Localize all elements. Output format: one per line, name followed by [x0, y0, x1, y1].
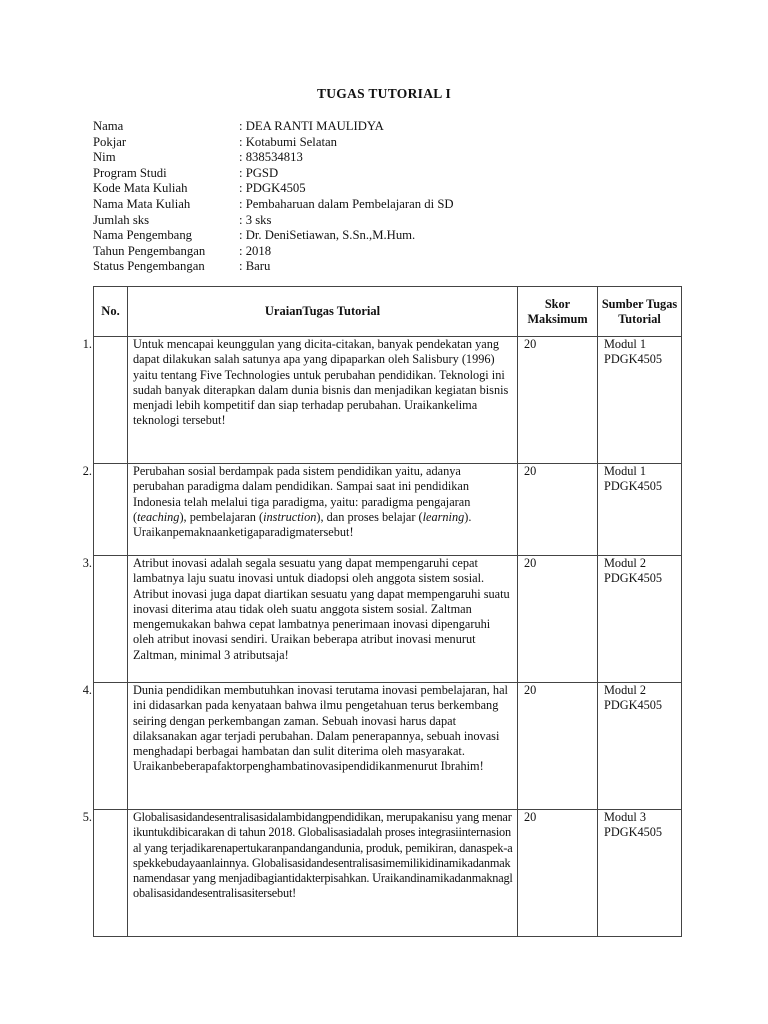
row-number-cell	[82, 810, 128, 937]
task-score: 20	[518, 556, 598, 683]
info-row-nama	[93, 119, 454, 135]
info-row-kode-mata-kuliah	[93, 181, 454, 197]
task-source: Modul 2 PDGK4505	[598, 683, 682, 810]
task-source: Modul 1 PDGK4505	[598, 464, 682, 556]
task-score: 20	[518, 810, 598, 937]
table-row	[94, 683, 682, 810]
header-sumber: Sumber Tugas Tutorial	[598, 287, 682, 337]
info-label: Pokjar	[93, 134, 127, 149]
table-row	[94, 337, 682, 464]
tutorial-task-table	[82, 286, 682, 937]
info-row-status-pengembangan	[93, 259, 454, 275]
info-value: : PDGK4505	[239, 181, 306, 196]
text-segment: Perubahan sosial berdampak pada sistem pendidikan yaitu, adanya perubahan paradigma dalam pendidikan. Sampai saat ini pendidikan Indonesia telah melalui tiga paradigma, yaitu: paradigma pengajaran (	[133, 464, 471, 524]
row-number: 1.	[82, 337, 92, 351]
info-row-nama-pengembang	[93, 228, 454, 244]
info-label: Nama Mata Kuliah	[93, 196, 191, 211]
row-number: 2.	[82, 464, 92, 478]
task-description: Globalisasidandesentralisasidalambidangpendidikan, merupakanisu yang menarikuntukdibicarakan di tahun 2018. Globalisasiadalah proses integrasiinternasional yang terjadikarenapertukaranpandangandunia, produk, pemikiran, danaspek-aspekkebudayaanlainnya. Globalisasidandesentralisasimemilikidinamikadanmaknamendasar yang menjadibagiantidakterpisahkan. Uraikandinamikadanmaknaglobalisasidandesentralisasitersebut!	[128, 810, 518, 937]
row-number-cell	[82, 683, 128, 810]
info-value: : Baru	[239, 259, 271, 274]
info-label: Tahun Pengembangan	[93, 243, 206, 258]
text-segment: ), dan proses belajar (	[316, 509, 423, 524]
info-row-tahun-pengembangan	[93, 244, 454, 260]
info-label: Program Studi	[93, 165, 167, 180]
info-value: : 3 sks	[239, 212, 272, 227]
info-value: : Dr. DeniSetiawan, S.Sn.,M.Hum.	[239, 228, 416, 243]
info-value: : DEA RANTI MAULIDYA	[239, 119, 384, 133]
task-description: Dunia pendidikan membutuhkan inovasi terutama inovasi pembelajaran, hal ini didasarkan pada kenyataan bahwa ilmu pengetahuan terus berkembang seiring dengan perkembangan zaman. Sebuah inovasi harus dapat dilaksanakan agar terjadi perubahan. Dalam penerapannya, sebuah inovasi menghadapi berbagai hambatan dan sulit diterima oleh masyarakat. Uraikanbeberapafaktorpenghambatinovasipendidikanmenurut Ibrahim!	[128, 683, 518, 810]
row-number: 3.	[82, 556, 92, 570]
info-label: Nama Pengembang	[93, 228, 193, 243]
info-value: : Pembaharuan dalam Pembelajaran di SD	[239, 196, 454, 211]
table-row	[94, 810, 682, 937]
header-no: No.	[94, 287, 128, 337]
text-italic-term: instruction	[263, 509, 317, 524]
row-number: 4.	[82, 683, 92, 697]
table-row	[94, 556, 682, 683]
info-row-jumlah-sks	[93, 213, 454, 229]
info-row-pokjar	[93, 135, 454, 151]
info-label: Jumlah sks	[93, 212, 150, 227]
task-description	[128, 464, 518, 556]
text-italic-term: learning	[422, 509, 465, 524]
document-title: TUGAS TUTORIAL I	[316, 86, 452, 101]
info-row-nim	[93, 150, 454, 166]
header-skor: Skor Maksimum	[518, 287, 598, 337]
task-source: Modul 2 PDGK4505	[598, 556, 682, 683]
text-segment: ). Uraikanpemaknaanketigaparadigmatersebut!	[133, 509, 472, 540]
row-number-cell	[82, 464, 128, 556]
table-row	[94, 464, 682, 556]
info-label: Status Pengembangan	[93, 259, 205, 274]
task-score: 20	[518, 464, 598, 556]
task-description: Untuk mencapai keunggulan yang dicita-citakan, banyak pendekatan yang dapat dilakukan salah satunya apa yang dipaparkan oleh Salisbury (1996) yaitu tentang Five Technologies untuk perubahan pendidikan. Teknologi ini sudah banyak diterapkan dalam dunia bisnis dan menjadikan kegiatan bisnis menjadi lebih kompetitif dan siap terhadap perubahan. Uraikankelima teknologi tersebut!	[128, 337, 518, 464]
info-label: Kode Mata Kuliah	[93, 181, 188, 196]
row-number: 5.	[82, 810, 92, 824]
task-source: Modul 1 PDGK4505	[598, 337, 682, 464]
info-value: : PGSD	[239, 165, 279, 180]
text-segment: ), pembelajaran (	[179, 509, 264, 524]
header-uraian: UraianTugas Tutorial	[128, 287, 518, 337]
task-description: Atribut inovasi adalah segala sesuatu yang dapat mempengaruhi cepat lambatnya laju suatu inovasi untuk diadopsi oleh anggota sistem sosial. Atribut inovasi juga dapat diartikan sesuatu yang dapat mempengaruhi suatu inovasi diterima atau tidak oleh suatu anggota sistem sosial. Zaltman mengemukakan bahwa cepat lambatnya penerimaan inovasi dipengaruhi oleh atribut inovasi sendiri. Uraikan beberapa atribut inovasi menurut Zaltman, minimal 3 atributsaja!	[128, 556, 518, 683]
task-source: Modul 3 PDGK4505	[598, 810, 682, 937]
student-info	[93, 119, 454, 275]
task-score: 20	[518, 683, 598, 810]
table-header-row	[94, 287, 682, 337]
info-value: : 838534813	[239, 150, 303, 165]
task-score: 20	[518, 337, 598, 464]
info-value: : 2018	[239, 243, 272, 258]
info-label: Nim	[93, 150, 116, 165]
info-row-program-studi	[93, 166, 454, 182]
info-label: Nama	[93, 119, 124, 133]
row-number-cell	[82, 556, 128, 683]
info-row-nama-mata-kuliah	[93, 197, 454, 213]
info-value: : Kotabumi Selatan	[239, 134, 337, 149]
text-italic-term: teaching	[137, 509, 180, 524]
row-number-cell	[82, 337, 128, 464]
